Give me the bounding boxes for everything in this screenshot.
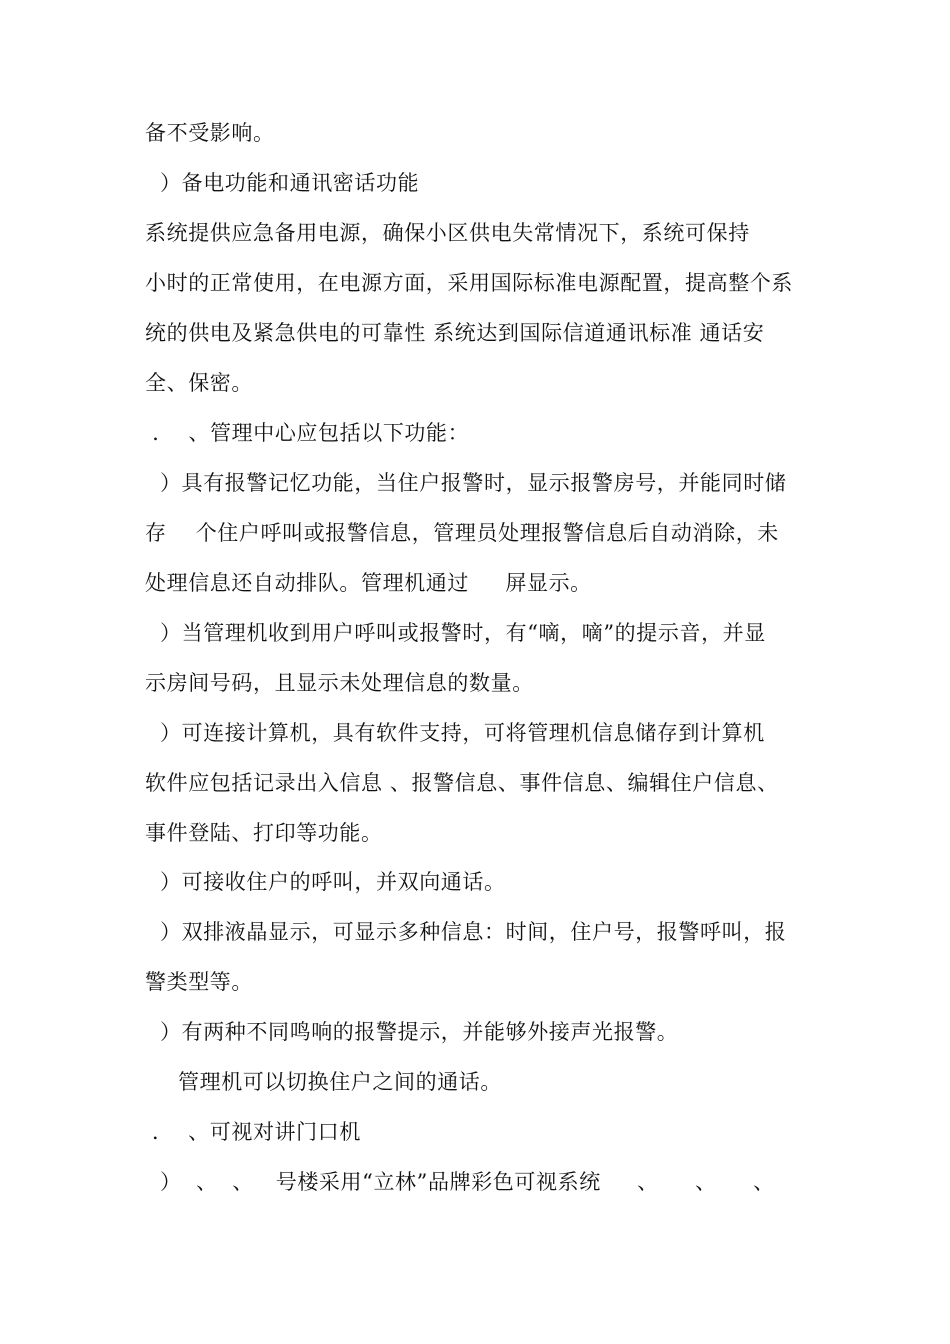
text-line: ）可接收住户的呼叫，并双向通话。 — [160, 870, 506, 894]
text-line: 处理信息还自动排队。管理机通过 屏显示。 — [145, 571, 592, 595]
text-line: ）双排液晶显示，可显示多种信息：时间，住户号，报警呼叫，报 — [160, 920, 787, 944]
text-line: 系统提供应急备用电源，确保小区供电失常情况下，系统可保持 — [145, 221, 750, 245]
text-line: ）具有报警记忆功能，当住户报警时，显示报警房号，并能同时储 — [160, 471, 787, 495]
text-line: ． 、管理中心应包括以下功能： — [145, 421, 470, 445]
text-line: ）有两种不同鸣响的报警提示，并能够外接声光报警。 — [160, 1020, 679, 1044]
text-line: 警类型等。 — [145, 970, 253, 994]
text-line: 示房间号码，且显示未处理信息的数量。 — [145, 671, 534, 695]
text-line: 统的供电及紧急供电的可靠性 系统达到国际信道通讯标准 通话安 — [145, 321, 765, 345]
text-line: 事件登陆、打印等功能。 — [145, 821, 383, 845]
text-line: 备不受影响。 — [145, 121, 275, 145]
text-line: 软件应包括记录出入信息 、报警信息、事件信息、编辑住户信息、 — [145, 771, 779, 795]
text-line: 存 个住户呼叫或报警信息，管理员处理报警信息后自动消除，未 — [145, 521, 779, 545]
text-line: ）可连接计算机，具有软件支持，可将管理机信息储存到计算机 — [160, 721, 765, 745]
text-line: ）备电功能和通讯密话功能 — [160, 171, 420, 195]
text-line: ． 、可视对讲门口机 — [152, 1120, 361, 1144]
text-line: ）当管理机收到用户呼叫或报警时，有“嘀，嘀”的提示音，并显 — [160, 621, 766, 645]
text-line: 小时的正常使用，在电源方面，采用国际标准电源配置，提高整个系 — [145, 271, 793, 295]
text-line: 管理机可以切换住户之间的通话。 — [178, 1070, 502, 1094]
text-line: ） 、 、 号楼采用“立林”品牌彩色可视系统 、 、 、 — [160, 1170, 775, 1194]
text-line: 全、保密。 — [145, 371, 253, 395]
